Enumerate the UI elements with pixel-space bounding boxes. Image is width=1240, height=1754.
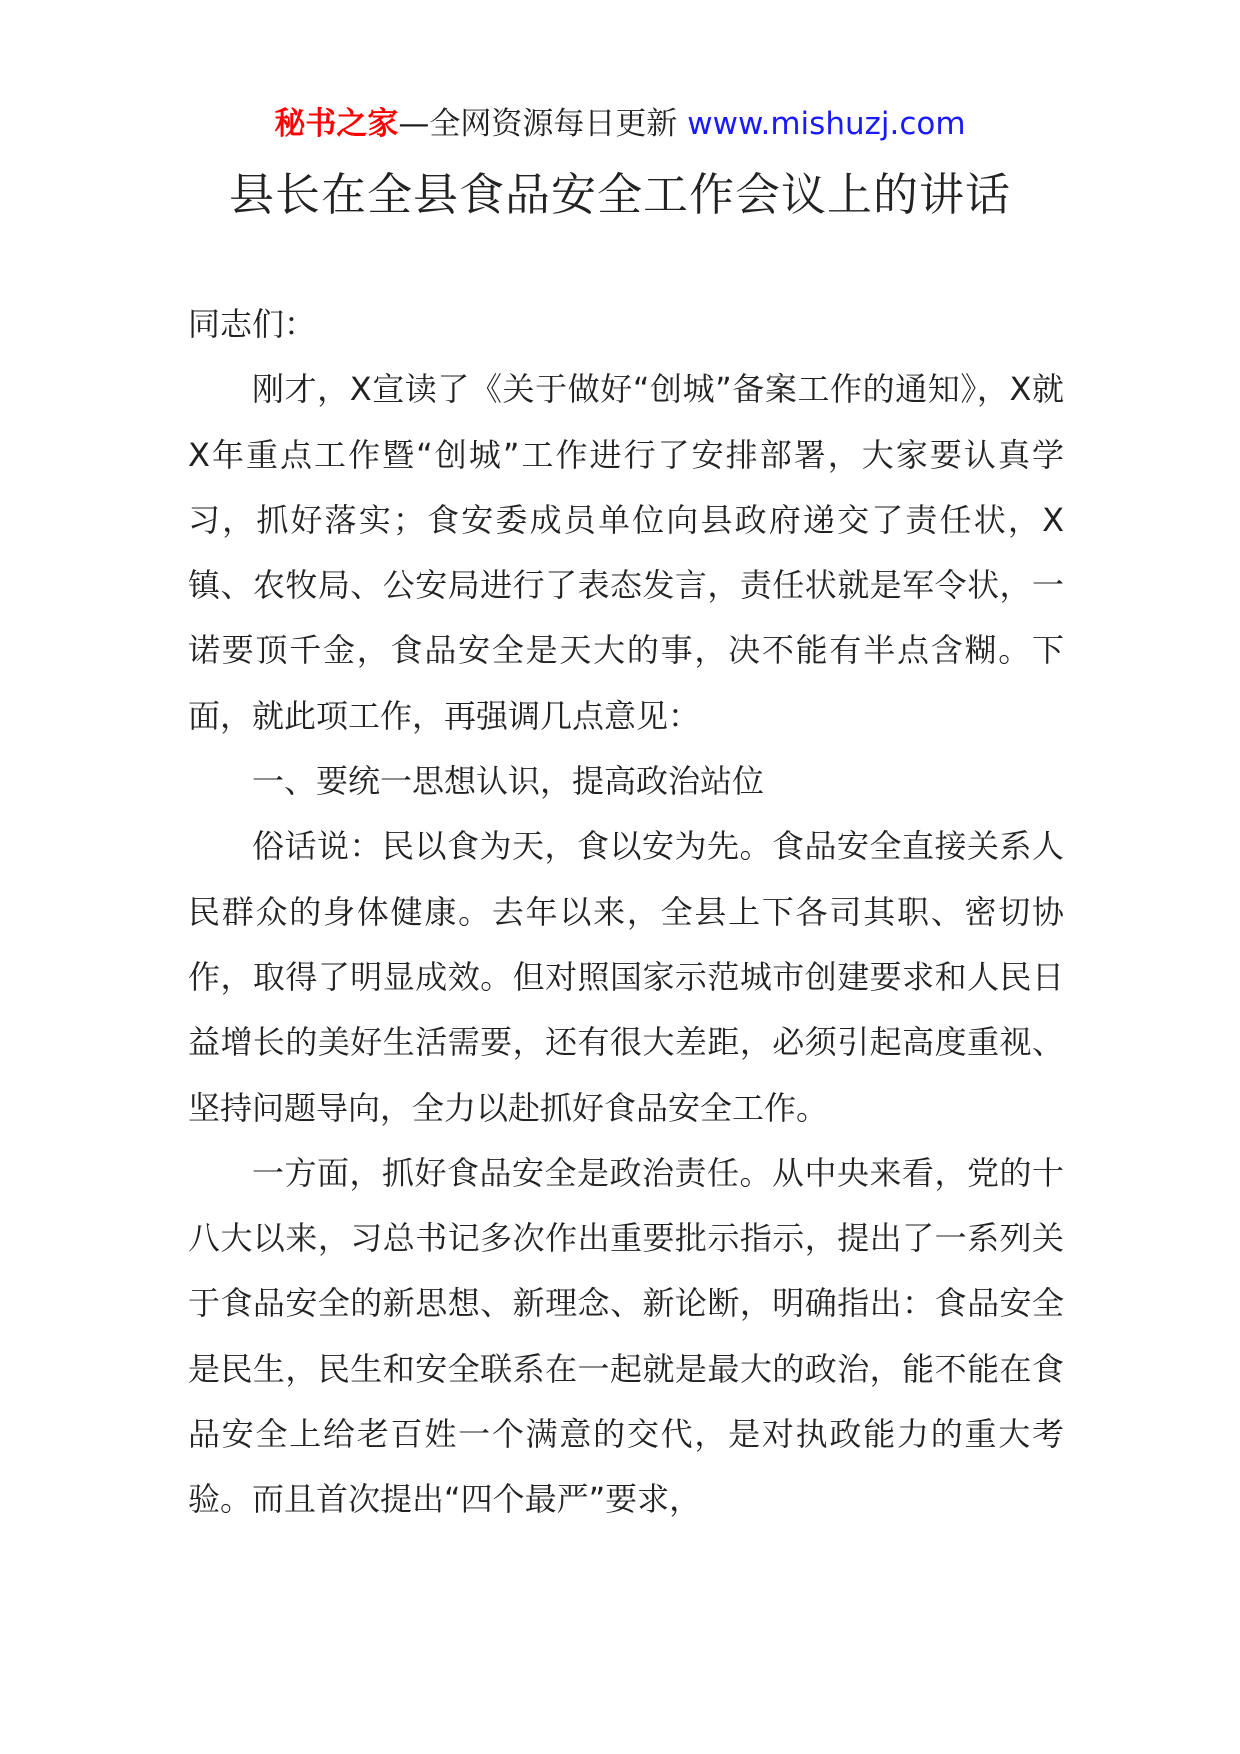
document-title: 县长在全县食品安全工作会议上的讲话 <box>228 168 1011 221</box>
site-header <box>0 102 1240 146</box>
document-body <box>188 292 1064 1533</box>
body-paragraph: 一方面，抓好食品安全是政治责任。从中央来看，党的十八大以来，习总书记多次作出重要批示指示，提出了一系列关于食品安全的新思想、新理念、新论断，明确指出：食品安全是民生，民生和安全联系在一起就是最大的政治，能不能在食品安全上给老百姓一个满意的交代，是对执政能力的重大考验。而且首次提出“四个最严”要求， <box>188 1153 1064 1519</box>
header-tagline: —全网资源每日更新 <box>398 106 678 142</box>
site-url-link[interactable]: www.mishuzj.com <box>687 106 966 142</box>
salutation: 同志们： <box>188 305 317 343</box>
brand-name: 秘书之家 <box>274 106 399 142</box>
section-heading: 一、要统一思想认识，提高政治站位 <box>252 762 765 801</box>
body-paragraph: 刚才，X宣读了《关于做好“创城”备案工作的通知》，X就X年重点工作暨“创城”工作进行了安排部署，大家要认真学习，抓好落实；食安委成员单位向县政府递交了责任状，X镇、农牧局、公安局进行了表态发言，责任状就是军令状，一诺要顶千金，食品安全是天大的事，决不能有半点含糊。下面，就此项工作，再强调几点意见： <box>188 370 1064 735</box>
body-paragraph: 俗话说：民以食为天，食以安为先。食品安全直接关系人民群众的身体健康。去年以来，全县上下各司其职、密切协作，取得了明显成效。但对照国家示范城市创建要求和人民日益增长的美好生活需要，还有很大差距，必须引起高度重视、坚持问题导向，全力以赴抓好食品安全工作。 <box>188 827 1064 1127</box>
